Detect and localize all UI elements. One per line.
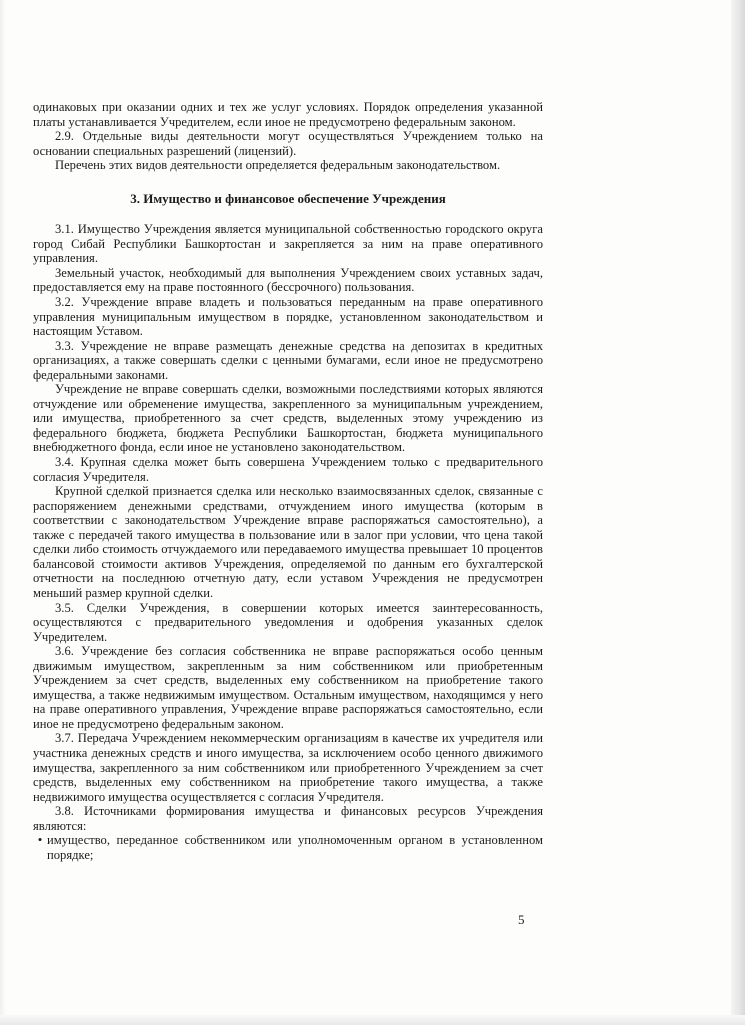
page-number: 5	[518, 912, 525, 927]
paragraph-licenses: Перечень этих видов деятельности определяется федеральным законодательством.	[55, 158, 501, 173]
scan-edge-bottom	[0, 1015, 745, 1025]
paragraph-2-9: 2.9. Отдельные виды деятельности могут осуществляться Учреждением только на основании специальных разрешений (лицензий).	[33, 129, 543, 158]
scan-edge-right	[731, 0, 745, 1025]
paragraph-3-3: 3.3. Учреждение не вправе размещать денежные средства на депозитах в кредитных организациях, а также совершать сделки с ценными бумагами, если иное не предусмотрено федеральными законами.	[33, 338, 543, 382]
paragraph-3-2: 3.2. Учреждение вправе владеть и пользоваться переданным на праве оперативного управления муниципальным имуществом в порядке, установленном законодательством и настоящим Уставом.	[33, 295, 543, 339]
scan-edge-left	[0, 0, 6, 1025]
paragraph-major-transaction: Крупной сделкой признается сделка или несколько взаимосвязанных сделок, связанные с распоряжением денежными средствами, отчуждением иного имущества (которым в соответствии с законодательством Учреждение вправе распоряжаться самостоятельно), а также с передачей такого имущества в пользование или в залог при условии, что цена такой сделки либо стоимость отчуждаемого или передаваемого имущества превышает 10 процентов балансовой стоимости активов Учреждения, определяемой по данным его бухгалтерской отчетности на последнюю отчетную дату, если уставом Учреждения не предусмотрен меньший размер крупной сделки.	[33, 484, 543, 600]
list-item	[33, 833, 543, 862]
paragraph-transactions-restriction: Учреждение не вправе совершать сделки, возможными последствиями которых являются отчуждение или обременение имущества, закрепленного за муниципальным учреждением, или имущества, приобретенного за счет средств, выделенных этому учреждению из федерального бюджета, бюджета Республики Башкортостан, бюджета муниципального внебюджетного фонда, если иное не установлено законодательством.	[33, 382, 543, 455]
paragraph-3-1: 3.1. Имущество Учреждения является муниципальной собственностью городского округа город Сибай Республики Башкортостан и закрепляется за ним на праве оперативного управления.	[33, 222, 543, 266]
paragraph-continuation: одинаковых при оказании одних и тех же услуг условиях. Порядок определения указанной платы устанавливается Учредителем, если иное не предусмотрено федеральным законом.	[33, 100, 543, 129]
paragraph-land-plot: Земельный участок, необходимый для выполнения Учреждением своих уставных задач, предоставляется ему на праве постоянного (бессрочного) пользования.	[33, 265, 543, 295]
section-heading: 3. Имущество и финансовое обеспечение Учреждения	[130, 190, 446, 206]
paragraph-3-8: 3.8. Источниками формирования имущества и финансовых ресурсов Учреждения являются:	[33, 804, 543, 833]
bullet-icon: •	[37, 832, 43, 848]
paragraph-3-7: 3.7. Передача Учреждением некоммерческим организациям в качестве их учредителя или участника денежных средств и иного имущества, за исключением особо ценного движимого имущества, закрепленного за ним собственником или приобретенного Учреждением за счет средств, выделенных ему собственником на приобретение такого имущества, а также недвижимого имущества осуществляется с согласия Учредителя.	[33, 731, 543, 804]
list-item-text: имущество, переданное собственником или уполномоченным органом в установленном порядке;	[47, 833, 543, 862]
document-body	[33, 100, 543, 862]
paragraph-3-6: 3.6. Учреждение без согласия собственника не вправе распоряжаться особо ценным движимым имуществом, закрепленным за ним собственником или приобретенным Учреждением за счет средств, выделенных ему собственником на приобретение такого имущества, а также недвижимым имуществом. Остальным имуществом, находящимся у него на праве оперативного управления, Учреждение вправе распоряжаться самостоятельно, если иное не предусмотрено федеральным законом.	[33, 644, 543, 731]
paragraph-3-5: 3.5. Сделки Учреждения, в совершении которых имеется заинтересованность, осуществляются с предварительного уведомления и одобрения указанных сделок Учредителем.	[33, 600, 543, 644]
paragraph-3-4: 3.4. Крупная сделка может быть совершена Учреждением только с предварительного согласия Учредителя.	[33, 455, 543, 484]
